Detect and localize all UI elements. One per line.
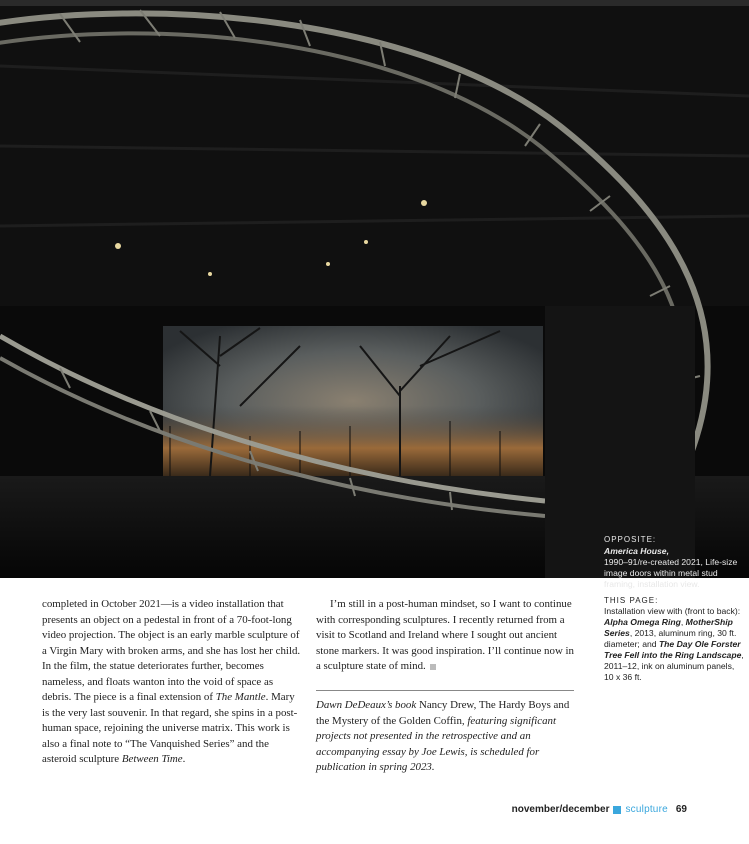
caption-opposite	[604, 535, 744, 590]
caption-work-2-tail: , 2013, aluminum ring, 30 ft. diameter; and	[604, 628, 737, 650]
body-column-1	[42, 597, 304, 768]
footer-issue: november/december	[511, 804, 610, 815]
divider	[316, 690, 574, 691]
installation-photo	[0, 6, 749, 578]
caption-this-label: THIS PAGE:	[604, 595, 659, 605]
end-mark-icon	[430, 664, 436, 670]
caption-this-page	[604, 596, 744, 683]
col1-text-a: completed in October 2021—is a video installation that presents an object on a pedestal in front of a 70-foot-long video projection. The object is an early marble sculpture of a Virgin Mary with broken arms, and she has lost her child. In the film, the statue deteriorates further, becomes nameless, and floats wanton into the void of space as debris. The piece is a final extension of	[42, 598, 301, 703]
caption-work-2: MotherShip Series	[604, 617, 733, 639]
caption-opposite-label: OPPOSITE:	[604, 535, 657, 544]
caption-this-text	[604, 606, 744, 682]
footer-brand: sculpture	[625, 804, 668, 815]
note-text-c: , featuring significant projects not presented in the retrospective and an accompanying essay by Joe Lewis, is scheduled for publication in spring 2023.	[316, 714, 556, 773]
col1-text-c: .	[182, 753, 186, 765]
page-footer	[512, 804, 687, 815]
book-note	[316, 698, 578, 776]
body-column-2	[316, 597, 578, 675]
caption-work-3-tail: , 2011–12, ink on aluminum panels, 10 x 36 ft.	[604, 650, 744, 682]
caption-work-1: Alpha Omega Ring	[604, 617, 681, 628]
page-number: 69	[675, 804, 687, 815]
caption-opposite-title: America House,	[604, 545, 669, 556]
note-book-title: Nancy Drew, The Hardy Boys and the Mystery of the Golden Coffin	[316, 699, 570, 727]
brand-square-icon	[613, 806, 621, 814]
col2-text: I’m still in a post-human mindset, so I want to continue with corresponding sculptures. I recently returned from a visit to Scotland and Ireland where I sought out ancient stone markers. It was good inspiration. I’ll continue now in a sculpture state of mind.	[316, 598, 574, 672]
note-text-a: Dawn DeDeaux’s book	[316, 699, 419, 711]
photo-captions	[604, 535, 744, 689]
col1-italic-title-1: The Mantle	[215, 691, 266, 703]
col1-italic-title-2: Between Time	[121, 753, 183, 765]
caption-work-3: The Day Ole Forster Tree Fell into the Ring Landscape	[604, 639, 742, 661]
col1-text-b: . Mary is the very last souvenir. In that regard, she spins in a post-human space, rejoining the universe matrix. This work is also a final note to “The Vanquished Series” and the asteroid sculpture	[42, 691, 298, 765]
caption-sep: ,	[680, 617, 686, 628]
caption-opposite-text: 1990–91/re-created 2021, Life-size image doors within metal stud framing, installation view.	[604, 556, 738, 589]
caption-this-intro: Installation view with (front to back):	[604, 606, 741, 617]
